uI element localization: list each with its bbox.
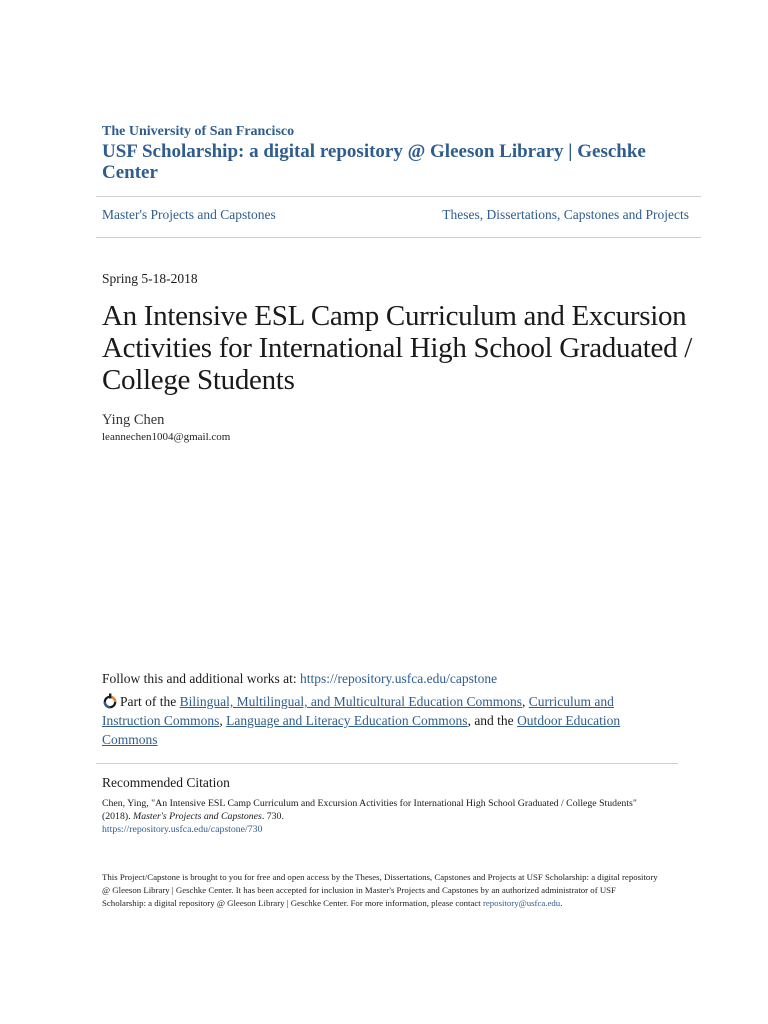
part-of-sep2: ,: [219, 713, 227, 728]
bepress-commons-icon: [102, 693, 118, 709]
author-name: Ying Chen: [102, 412, 165, 428]
part-of-sep3: , and the: [467, 713, 518, 728]
citation-heading: Recommended Citation: [102, 775, 230, 790]
footer-text: This Project/Capstone is brought to you for free and open access by the Theses, Dissertations, Capstones and Projects at USF Scholarship: a digital repository @ Gleeson Library | Geschke Center. It has been accepted for inclusion in Master's Projects and Capstones by an authorized administrator of USF Scholarship: a digital repository @ Gleeson Library | Geschke Center. For more information, please contact: [102, 872, 658, 908]
repository-title[interactable]: USF Scholarship: a digital repository @ Gleeson Library | Geschke Center: [102, 141, 646, 183]
citation-series: Master's Projects and Capstones: [133, 811, 262, 822]
citation-body: Chen, Ying, "An Intensive ESL Camp Curriculum and Excursion Activities for International High School Graduated / College Students" (2018).: [102, 798, 637, 822]
divider-nav: [96, 237, 701, 238]
part-of-prefix: Part of the: [120, 694, 180, 709]
publication-date: Spring 5-18-2018: [102, 271, 198, 286]
commons-link-curriculum[interactable]: Curriculum and Instruction Commons: [102, 694, 614, 728]
document-title: An Intensive ESL Camp Curriculum and Excursion Activities for International High School Graduated / College Students: [102, 300, 693, 396]
commons-link-bilingual[interactable]: Bilingual, Multilingual, and Multicultural Education Commons: [179, 694, 522, 709]
citation-url[interactable]: https://repository.usfca.edu/capstone/730: [102, 824, 263, 835]
citation-number: . 730.: [261, 811, 284, 822]
author-email: leannechen1004@gmail.com: [102, 431, 231, 443]
follow-line: [102, 671, 497, 687]
footer-notice: [102, 871, 662, 910]
citation-text: [102, 797, 642, 836]
nav-link-masters-projects[interactable]: Master's Projects and Capstones: [102, 207, 276, 222]
divider-top: [96, 196, 701, 197]
part-of-commons: [102, 692, 662, 749]
contact-email-link[interactable]: repository@usfca.edu: [482, 898, 561, 908]
commons-link-language-literacy[interactable]: Language and Literacy Education Commons: [226, 713, 468, 728]
university-name: The University of San Francisco: [102, 124, 295, 139]
divider-citation: [96, 763, 678, 764]
follow-label: Follow this and additional works at:: [102, 671, 300, 686]
commons-link-outdoor[interactable]: Outdoor Education Commons: [102, 713, 621, 747]
nav-link-theses[interactable]: Theses, Dissertations, Capstones and Projects: [442, 207, 689, 222]
part-of-sep1: ,: [521, 694, 529, 709]
footer-end: .: [560, 898, 563, 908]
capstone-link[interactable]: https://repository.usfca.edu/capstone: [300, 671, 498, 686]
